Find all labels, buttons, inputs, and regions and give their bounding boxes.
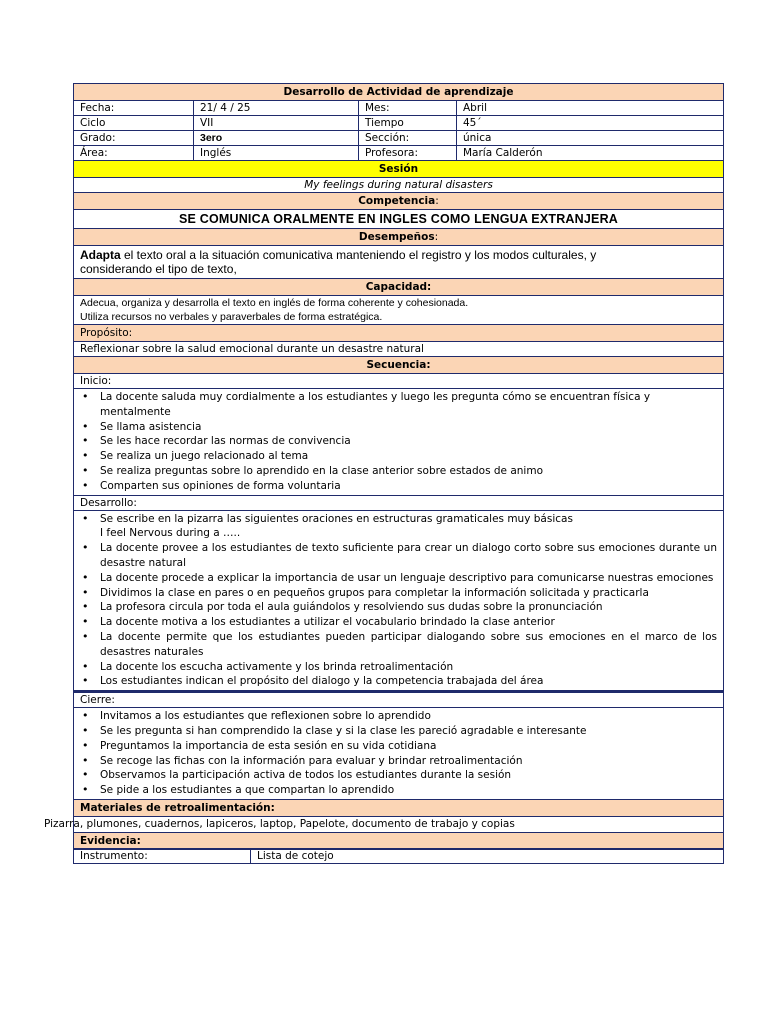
list-item: • Observamos la participación activa de todos los estudiantes durante la sesión <box>80 768 717 783</box>
competencia-header <box>74 193 724 210</box>
lesson-plan-table <box>44 83 724 850</box>
desempenos-colon: : <box>434 231 439 243</box>
desempenos-header <box>74 229 724 246</box>
list-item: • Los estudiantes indican el propósito del dialogo y la competencia trabajada del área <box>80 674 717 689</box>
capacidad-header: Capacidad: <box>74 279 724 296</box>
list-item: • Se escribe en la pizarra las siguientes oraciones en estructuras gramaticales muy básicas <box>80 512 717 527</box>
list-item: • Comparten sus opiniones de forma voluntaria <box>80 479 717 494</box>
list-item: • Dividimos la clase en pares o en pequeños grupos para completar la información solicitada y practicarla <box>80 586 717 601</box>
desempenos-lead: Adapta <box>80 248 121 262</box>
instrumento-value: Lista de cotejo <box>251 849 724 864</box>
secuencia-header: Secuencia: <box>74 357 724 374</box>
area-value: Inglés <box>194 146 359 161</box>
seccion-value: única <box>457 131 724 146</box>
materiales-label: Materiales de retroalimentación: <box>74 799 724 816</box>
list-item: • La docente provee a los estudiantes de texto suficiente para crear un dialogo corto sobre sus emociones durante un desastre natural <box>80 541 717 571</box>
list-item: • Preguntamos la importancia de esta sesión en su vida cotidiana <box>80 739 717 754</box>
fecha-label: Fecha: <box>74 101 194 116</box>
materiales-row <box>44 816 724 832</box>
desempenos-text <box>74 246 724 279</box>
list-item: • La docente los escucha activamente y los brinda retroalimentación <box>80 660 717 675</box>
list-item: • La profesora circula por toda el aula guiándolos y resolviendo sus dudas sobre la pronunciación <box>80 600 717 615</box>
list-item: • La docente permite que los estudiantes pueden participar dialogando sobre sus emociones en el marco de los desastres naturales <box>80 630 717 660</box>
lesson-plan-document <box>44 83 723 864</box>
ciclo-label: Ciclo <box>74 116 194 131</box>
desarrollo-section <box>74 510 724 692</box>
inicio-list <box>80 390 717 494</box>
mes-label: Mes: <box>359 101 457 116</box>
capacidad-line2: Utiliza recursos no verbales y paraverbales de forma estratégica. <box>80 311 383 323</box>
ciclo-value: VII <box>194 116 359 131</box>
list-item: • Se pide a los estudiantes a que compartan lo aprendido <box>80 783 717 798</box>
area-label: Área: <box>74 146 194 161</box>
tiempo-label: Tiempo <box>359 116 457 131</box>
proposito-label: Propósito: <box>74 325 724 342</box>
list-item: • La docente saluda muy cordialmente a los estudiantes y luego les pregunta cómo se encuentran física y mentalmente <box>80 390 717 420</box>
capacidad-line1: Adecua, organiza y desarrolla el texto en inglés de forma coherente y cohesionada. <box>80 297 469 309</box>
desempenos-label: Desempeños <box>358 231 435 243</box>
profesora-label: Profesora: <box>359 146 457 161</box>
desempenos-line1: el texto oral a la situación comunicativa manteniendo el registro y los modos culturales, y <box>120 248 597 262</box>
desarrollo-list-continued <box>80 541 717 689</box>
desempenos-line2: considerando el tipo de texto, <box>80 262 237 276</box>
proposito-value: Reflexionar sobre la salud emocional durante un desastre natural <box>74 342 724 357</box>
evidencia-table <box>73 848 724 864</box>
list-item: • Se llama asistencia <box>80 420 717 435</box>
desarrollo-label: Desarrollo: <box>74 495 724 510</box>
list-item: • Se recoge las fichas con la información para evaluar y brindar retroalimentación <box>80 754 717 769</box>
fecha-value: 21/ 4 / 25 <box>194 101 359 116</box>
desarrollo-example-sentence: I feel Nervous during a ….. <box>100 527 241 540</box>
capacidad-text <box>74 296 724 325</box>
inicio-label: Inicio: <box>74 374 724 389</box>
competencia-value: SE COMUNICA ORALMENTE EN INGLES COMO LENGUA EXTRANJERA <box>74 210 724 229</box>
evidencia-label: Evidencia: <box>74 832 724 849</box>
cierre-section <box>74 708 724 800</box>
sesion-title: My feelings during natural disasters <box>74 178 724 193</box>
materiales-value: Pizarra, plumones, cuadernos, lapiceros, laptop, Papelote, documento de trabajo y copias <box>44 817 515 830</box>
competencia-colon: : <box>435 195 439 207</box>
profesora-value: María Calderón <box>457 146 724 161</box>
list-item: • Se realiza un juego relacionado al tema <box>80 449 717 464</box>
cierre-label: Cierre: <box>74 692 724 708</box>
list-item: • Se realiza preguntas sobre lo aprendido en la clase anterior sobre estados de animo <box>80 464 717 479</box>
document-title: Desarrollo de Actividad de aprendizaje <box>74 84 724 101</box>
mes-value: Abril <box>457 101 724 116</box>
seccion-label: Sección: <box>359 131 457 146</box>
list-item: • La docente procede a explicar la importancia de usar un lenguaje descriptivo para comunicarse nuestras emociones <box>80 571 717 586</box>
list-item: • La docente motiva a los estudiantes a utilizar el vocabulario brindado la clase anterior <box>80 615 717 630</box>
desarrollo-list <box>80 512 717 527</box>
inicio-section <box>74 389 724 496</box>
instrumento-label: Instrumento: <box>74 849 251 864</box>
list-item: • Se les pregunta si han comprendido la clase y si la clase les pareció agradable e interesante <box>80 724 717 739</box>
list-item: • Invitamos a los estudiantes que reflexionen sobre lo aprendido <box>80 709 717 724</box>
competencia-label: Competencia <box>358 195 436 207</box>
grado-value: 3ero <box>194 131 359 146</box>
cierre-list <box>80 709 717 798</box>
sesion-header: Sesión <box>74 161 724 178</box>
grado-label: Grado: <box>74 131 194 146</box>
tiempo-value: 45´ <box>457 116 724 131</box>
list-item: • Se les hace recordar las normas de convivencia <box>80 434 717 449</box>
